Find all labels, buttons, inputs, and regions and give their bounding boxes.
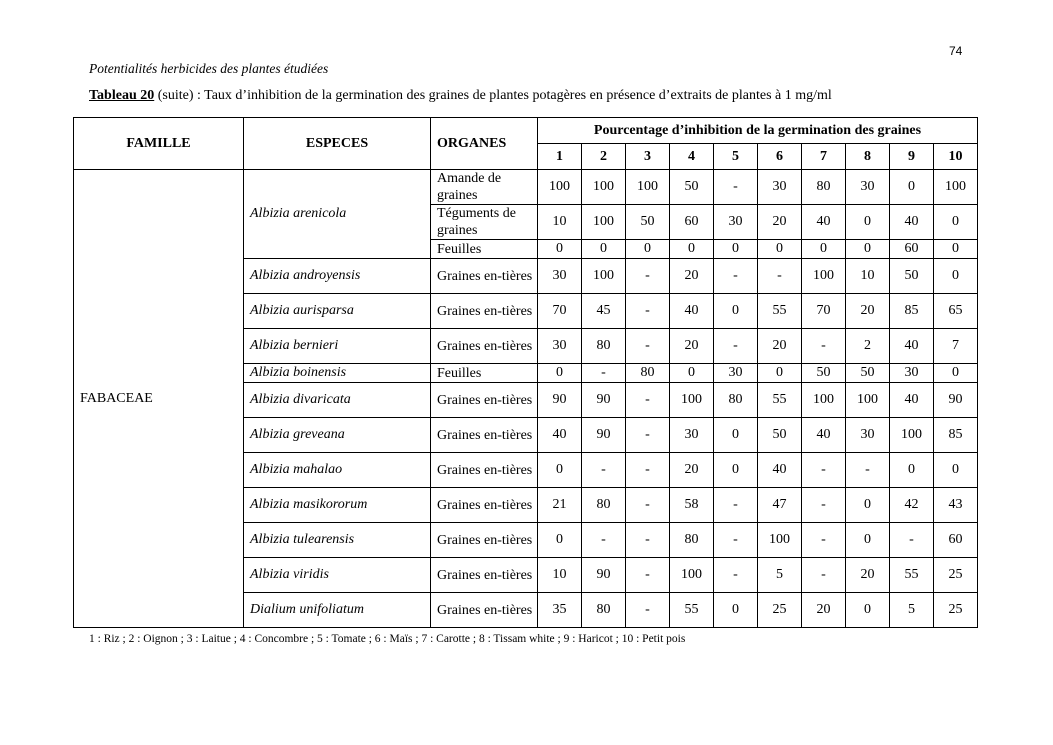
header-organes: ORGANES: [431, 118, 538, 170]
value-cell: 0: [802, 240, 846, 259]
value-cell: 90: [934, 383, 978, 418]
table-caption: [89, 88, 832, 104]
value-cell: 0: [670, 364, 714, 383]
value-cell: 40: [890, 205, 934, 240]
value-cell: 20: [846, 294, 890, 329]
value-cell: 0: [626, 240, 670, 259]
value-cell: 55: [670, 593, 714, 628]
value-cell: 20: [670, 329, 714, 364]
table-footnote: 1 : Riz ; 2 : Oignon ; 3 : Laitue ; 4 : Concombre ; 5 : Tomate ; 6 : Maïs ; 7 : Carotte ; 8 : Tissam white ; 9 : Haricot ; 10 : Petit pois: [89, 633, 686, 645]
value-cell: 50: [846, 364, 890, 383]
organ-cell: Graines en-tières: [431, 558, 538, 593]
value-cell: 0: [538, 364, 582, 383]
value-cell: -: [714, 259, 758, 294]
value-cell: 0: [538, 453, 582, 488]
value-cell: 55: [758, 294, 802, 329]
species-cell: Albizia tulearensis: [244, 523, 431, 558]
value-cell: 0: [934, 205, 978, 240]
value-cell: 2: [846, 329, 890, 364]
species-cell: Albizia divaricata: [244, 383, 431, 418]
value-cell: 90: [538, 383, 582, 418]
value-cell: 20: [802, 593, 846, 628]
value-cell: 0: [714, 453, 758, 488]
value-cell: 0: [890, 453, 934, 488]
value-cell: 0: [846, 593, 890, 628]
species-cell: Albizia mahalao: [244, 453, 431, 488]
value-cell: 0: [758, 240, 802, 259]
value-cell: -: [802, 488, 846, 523]
value-cell: 60: [934, 523, 978, 558]
value-cell: 60: [890, 240, 934, 259]
value-cell: 90: [582, 383, 626, 418]
value-cell: 10: [846, 259, 890, 294]
value-cell: 7: [934, 329, 978, 364]
value-cell: 35: [538, 593, 582, 628]
header-inhibition-group: Pourcentage d’inhibition de la germination des graines: [538, 118, 978, 144]
organ-cell: Graines en-tières: [431, 453, 538, 488]
header-crop-1: 1: [538, 144, 582, 170]
species-cell: Albizia aurisparsa: [244, 294, 431, 329]
value-cell: -: [626, 558, 670, 593]
species-cell: Dialium unifoliatum: [244, 593, 431, 628]
value-cell: 0: [846, 240, 890, 259]
value-cell: 40: [758, 453, 802, 488]
value-cell: 70: [538, 294, 582, 329]
value-cell: 80: [626, 364, 670, 383]
value-cell: 80: [582, 329, 626, 364]
value-cell: 0: [758, 364, 802, 383]
species-cell: Albizia greveana: [244, 418, 431, 453]
value-cell: -: [582, 453, 626, 488]
germination-inhibition-table: [73, 117, 978, 628]
value-cell: -: [890, 523, 934, 558]
value-cell: -: [626, 453, 670, 488]
table-row: [74, 170, 978, 205]
value-cell: 10: [538, 205, 582, 240]
value-cell: 30: [714, 364, 758, 383]
value-cell: 25: [934, 593, 978, 628]
header-crop-5: 5: [714, 144, 758, 170]
value-cell: 90: [582, 418, 626, 453]
organ-cell: Graines en-tières: [431, 523, 538, 558]
value-cell: 0: [538, 240, 582, 259]
value-cell: -: [626, 329, 670, 364]
header-especes: ESPECES: [244, 118, 431, 170]
table-caption-text: (suite) : Taux d’inhibition de la germination des graines de plantes potagères en présence d’extraits de plantes à 1 mg/ml: [154, 88, 832, 103]
value-cell: 60: [670, 205, 714, 240]
value-cell: 55: [890, 558, 934, 593]
value-cell: 30: [670, 418, 714, 453]
value-cell: 30: [890, 364, 934, 383]
species-cell: Albizia bernieri: [244, 329, 431, 364]
value-cell: 100: [670, 558, 714, 593]
value-cell: 80: [670, 523, 714, 558]
organ-cell: Graines en-tières: [431, 418, 538, 453]
header-crop-8: 8: [846, 144, 890, 170]
header-crop-10: 10: [934, 144, 978, 170]
value-cell: 0: [846, 523, 890, 558]
value-cell: 100: [802, 383, 846, 418]
value-cell: -: [714, 558, 758, 593]
value-cell: 0: [714, 294, 758, 329]
value-cell: 50: [802, 364, 846, 383]
value-cell: 100: [934, 170, 978, 205]
value-cell: 45: [582, 294, 626, 329]
organ-cell: Graines en-tières: [431, 383, 538, 418]
value-cell: 0: [670, 240, 714, 259]
value-cell: 100: [538, 170, 582, 205]
value-cell: -: [758, 259, 802, 294]
organ-cell: Téguments de graines: [431, 205, 538, 240]
value-cell: 40: [538, 418, 582, 453]
value-cell: 25: [934, 558, 978, 593]
value-cell: 0: [934, 364, 978, 383]
species-cell: Albizia androyensis: [244, 259, 431, 294]
value-cell: -: [626, 383, 670, 418]
value-cell: 40: [670, 294, 714, 329]
value-cell: 80: [714, 383, 758, 418]
header-crop-9: 9: [890, 144, 934, 170]
value-cell: 42: [890, 488, 934, 523]
value-cell: 100: [582, 205, 626, 240]
header-famille: FAMILLE: [74, 118, 244, 170]
value-cell: 80: [582, 593, 626, 628]
header-crop-3: 3: [626, 144, 670, 170]
header-crop-4: 4: [670, 144, 714, 170]
value-cell: 85: [890, 294, 934, 329]
organ-cell: Graines en-tières: [431, 593, 538, 628]
value-cell: 0: [714, 418, 758, 453]
header-crop-6: 6: [758, 144, 802, 170]
value-cell: 100: [582, 259, 626, 294]
family-cell: FABACEAE: [74, 170, 244, 628]
value-cell: 0: [846, 488, 890, 523]
value-cell: 30: [846, 170, 890, 205]
value-cell: 100: [758, 523, 802, 558]
value-cell: 40: [890, 329, 934, 364]
value-cell: 40: [890, 383, 934, 418]
organ-cell: Amande de graines: [431, 170, 538, 205]
value-cell: -: [714, 170, 758, 205]
value-cell: -: [626, 259, 670, 294]
value-cell: 0: [846, 205, 890, 240]
value-cell: 40: [802, 418, 846, 453]
value-cell: 80: [802, 170, 846, 205]
species-cell: Albizia boinensis: [244, 364, 431, 383]
value-cell: 50: [626, 205, 670, 240]
value-cell: 47: [758, 488, 802, 523]
organ-cell: Feuilles: [431, 240, 538, 259]
value-cell: 58: [670, 488, 714, 523]
value-cell: -: [714, 523, 758, 558]
organ-cell: Graines en-tières: [431, 488, 538, 523]
value-cell: 30: [538, 259, 582, 294]
value-cell: 25: [758, 593, 802, 628]
species-cell: Albizia masikororum: [244, 488, 431, 523]
value-cell: 20: [670, 259, 714, 294]
value-cell: 100: [890, 418, 934, 453]
value-cell: -: [802, 329, 846, 364]
value-cell: 50: [890, 259, 934, 294]
value-cell: -: [802, 453, 846, 488]
value-cell: 21: [538, 488, 582, 523]
value-cell: 50: [758, 418, 802, 453]
value-cell: 0: [934, 259, 978, 294]
value-cell: 10: [538, 558, 582, 593]
value-cell: -: [626, 488, 670, 523]
species-cell: Albizia arenicola: [244, 170, 431, 259]
value-cell: 0: [582, 240, 626, 259]
value-cell: 0: [538, 523, 582, 558]
value-cell: 0: [714, 593, 758, 628]
value-cell: 50: [670, 170, 714, 205]
value-cell: -: [846, 453, 890, 488]
value-cell: 20: [846, 558, 890, 593]
value-cell: -: [714, 329, 758, 364]
value-cell: 100: [670, 383, 714, 418]
value-cell: 90: [582, 558, 626, 593]
value-cell: -: [802, 523, 846, 558]
value-cell: -: [626, 294, 670, 329]
value-cell: -: [714, 488, 758, 523]
organ-cell: Graines en-tières: [431, 259, 538, 294]
value-cell: 100: [626, 170, 670, 205]
value-cell: -: [626, 523, 670, 558]
value-cell: -: [802, 558, 846, 593]
value-cell: -: [626, 418, 670, 453]
value-cell: 30: [538, 329, 582, 364]
value-cell: 85: [934, 418, 978, 453]
value-cell: 20: [758, 329, 802, 364]
value-cell: 100: [802, 259, 846, 294]
value-cell: 20: [758, 205, 802, 240]
organ-cell: Graines en-tières: [431, 294, 538, 329]
page-number: 74: [949, 44, 963, 58]
header-crop-2: 2: [582, 144, 626, 170]
table-body: [74, 170, 978, 628]
value-cell: 0: [890, 170, 934, 205]
value-cell: -: [582, 364, 626, 383]
organ-cell: Graines en-tières: [431, 329, 538, 364]
table-caption-label: Tableau 20: [89, 88, 155, 103]
value-cell: 30: [714, 205, 758, 240]
value-cell: -: [626, 593, 670, 628]
organ-cell: Feuilles: [431, 364, 538, 383]
value-cell: 5: [890, 593, 934, 628]
value-cell: 100: [846, 383, 890, 418]
value-cell: 0: [934, 453, 978, 488]
value-cell: 0: [714, 240, 758, 259]
value-cell: 80: [582, 488, 626, 523]
value-cell: 30: [846, 418, 890, 453]
value-cell: 0: [934, 240, 978, 259]
value-cell: 40: [802, 205, 846, 240]
species-cell: Albizia viridis: [244, 558, 431, 593]
value-cell: 65: [934, 294, 978, 329]
value-cell: 43: [934, 488, 978, 523]
value-cell: 30: [758, 170, 802, 205]
header-crop-7: 7: [802, 144, 846, 170]
value-cell: 70: [802, 294, 846, 329]
value-cell: -: [582, 523, 626, 558]
value-cell: 5: [758, 558, 802, 593]
value-cell: 20: [670, 453, 714, 488]
section-title: Potentialités herbicides des plantes étudiées: [89, 61, 329, 76]
value-cell: 100: [582, 170, 626, 205]
value-cell: 55: [758, 383, 802, 418]
